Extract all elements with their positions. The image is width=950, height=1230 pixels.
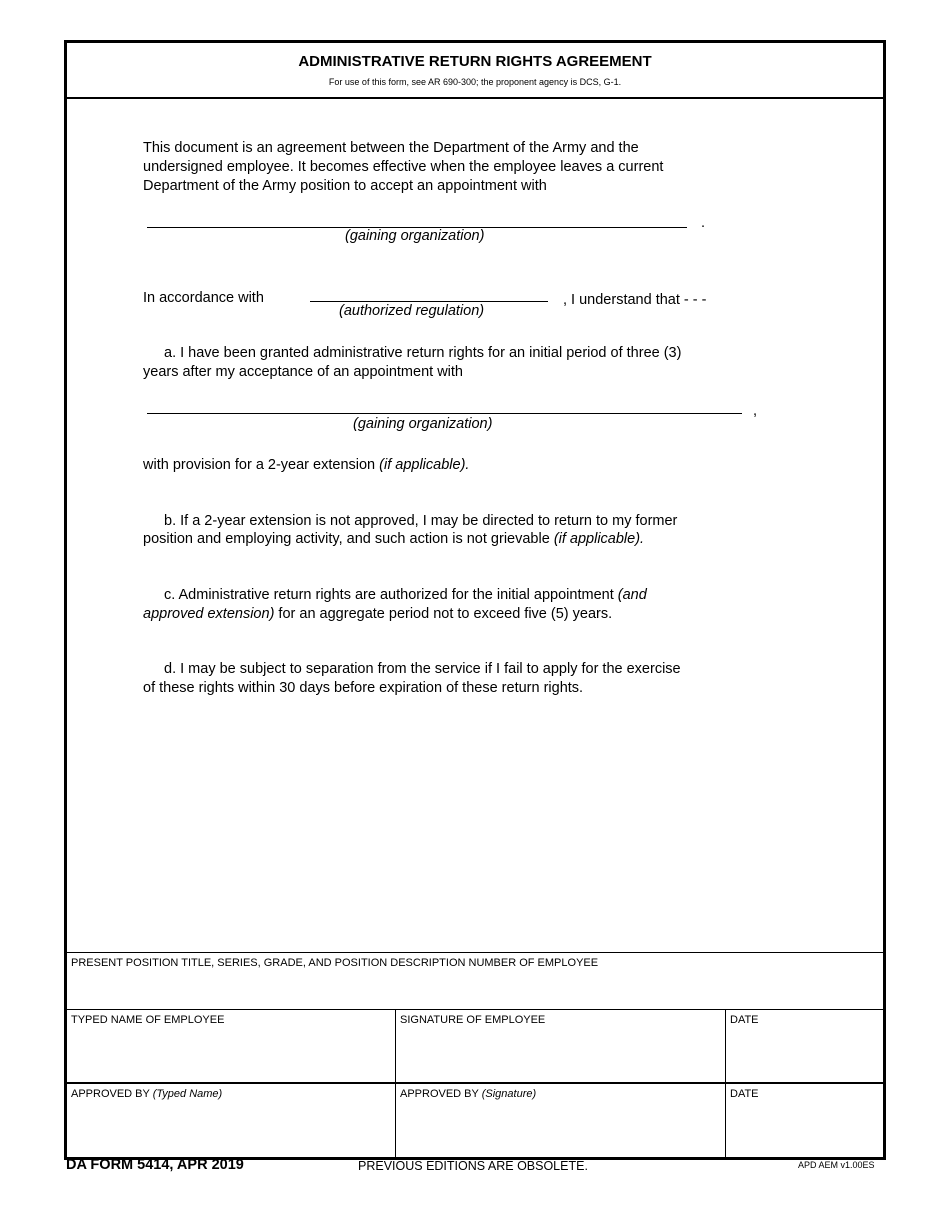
para-a-line-2: years after my acceptance of an appointment with: [143, 364, 463, 380]
para-c-line-2-text: for an aggregate period not to exceed five (5) years.: [274, 606, 613, 622]
para-b-line-2-italic: (if applicable).: [553, 531, 645, 547]
extension-italic: (if applicable).: [379, 457, 470, 473]
employee-signature-label: SIGNATURE OF EMPLOYEE: [400, 1014, 546, 1026]
approved-by-prefix-1: APPROVED BY: [71, 1088, 153, 1100]
para-a-line-1: a. I have been granted administrative return rights for an initial period of three (3): [164, 345, 682, 361]
gaining-organization-label-1: (gaining organization): [345, 228, 485, 244]
approved-date-label: DATE: [730, 1088, 759, 1100]
intro-line-1: This document is an agreement between the Department of the Army and the: [143, 140, 639, 156]
form-subtitle: For use of this form, see AR 690-300; the proponent agency is DCS, G-1.: [328, 77, 622, 87]
intro-line-3: Department of the Army position to accept an appointment with: [143, 178, 547, 194]
approved-typed-name-field[interactable]: [67, 1082, 396, 1157]
para-b-line-2: [143, 530, 644, 549]
previous-editions-note: PREVIOUS EDITIONS ARE OBSOLETE.: [358, 1159, 588, 1173]
present-position-label: PRESENT POSITION TITLE, SERIES, GRADE, AND POSITION DESCRIPTION NUMBER OF EMPLOYEE: [71, 957, 599, 969]
employee-signature-field[interactable]: [396, 1009, 726, 1082]
authorized-regulation-field[interactable]: [310, 301, 548, 302]
typed-name-label: TYPED NAME OF EMPLOYEE: [71, 1014, 225, 1026]
para-c-line-1: [164, 586, 647, 605]
approved-typed-italic: (Typed Name): [152, 1088, 223, 1100]
extension-text: with provision for a 2-year extension: [143, 457, 380, 473]
para-b-line-2-text: position and employing activity, and such action is not grievable: [143, 531, 554, 547]
gaining-organization-field-2[interactable]: [147, 413, 742, 414]
accordance-suffix: , I understand that - - -: [563, 292, 707, 308]
version-tag: APD AEM v1.00ES: [798, 1160, 875, 1170]
approved-signature-field[interactable]: [396, 1082, 726, 1157]
intro-line-2: undersigned employee. It becomes effective when the employee leaves a current: [143, 159, 664, 175]
para-d-line-1: d. I may be subject to separation from the service if I fail to apply for the exercise: [164, 661, 681, 677]
approved-signature-italic: (Signature): [481, 1088, 537, 1100]
approved-typed-name-label: [71, 1088, 222, 1100]
para-c-line-1-italic: (and: [617, 587, 647, 603]
para-d-line-2: of these rights within 30 days before expiration of these return rights.: [143, 680, 584, 696]
approved-date-field[interactable]: [726, 1082, 883, 1157]
approved-signature-label: [400, 1088, 536, 1100]
para-c-line-2-italic: approved extension): [143, 606, 275, 622]
present-position-field[interactable]: [67, 952, 883, 1009]
para-b-line-1: b. If a 2-year extension is not approved, I may be directed to return to my former: [164, 513, 678, 529]
form-header: [67, 43, 883, 99]
period-mark: .: [701, 215, 706, 231]
authorized-regulation-label: (authorized regulation): [339, 303, 485, 319]
employee-date-field[interactable]: [726, 1009, 883, 1082]
form-border: [64, 40, 886, 1160]
para-c-line-2: [143, 605, 612, 624]
typed-name-field[interactable]: [67, 1009, 396, 1082]
employee-date-label: DATE: [730, 1014, 759, 1026]
para-c-line-1-text: c. Administrative return rights are authorized for the initial appointment: [164, 587, 618, 603]
form-id: DA FORM 5414, APR 2019: [66, 1157, 244, 1173]
approved-by-prefix-2: APPROVED BY: [400, 1088, 482, 1100]
comma-mark: ,: [753, 403, 758, 419]
accordance-prefix: In accordance with: [143, 290, 264, 306]
gaining-organization-label-2: (gaining organization): [353, 416, 493, 432]
form-title: ADMINISTRATIVE RETURN RIGHTS AGREEMENT: [298, 53, 652, 70]
extension-line: [143, 456, 469, 475]
